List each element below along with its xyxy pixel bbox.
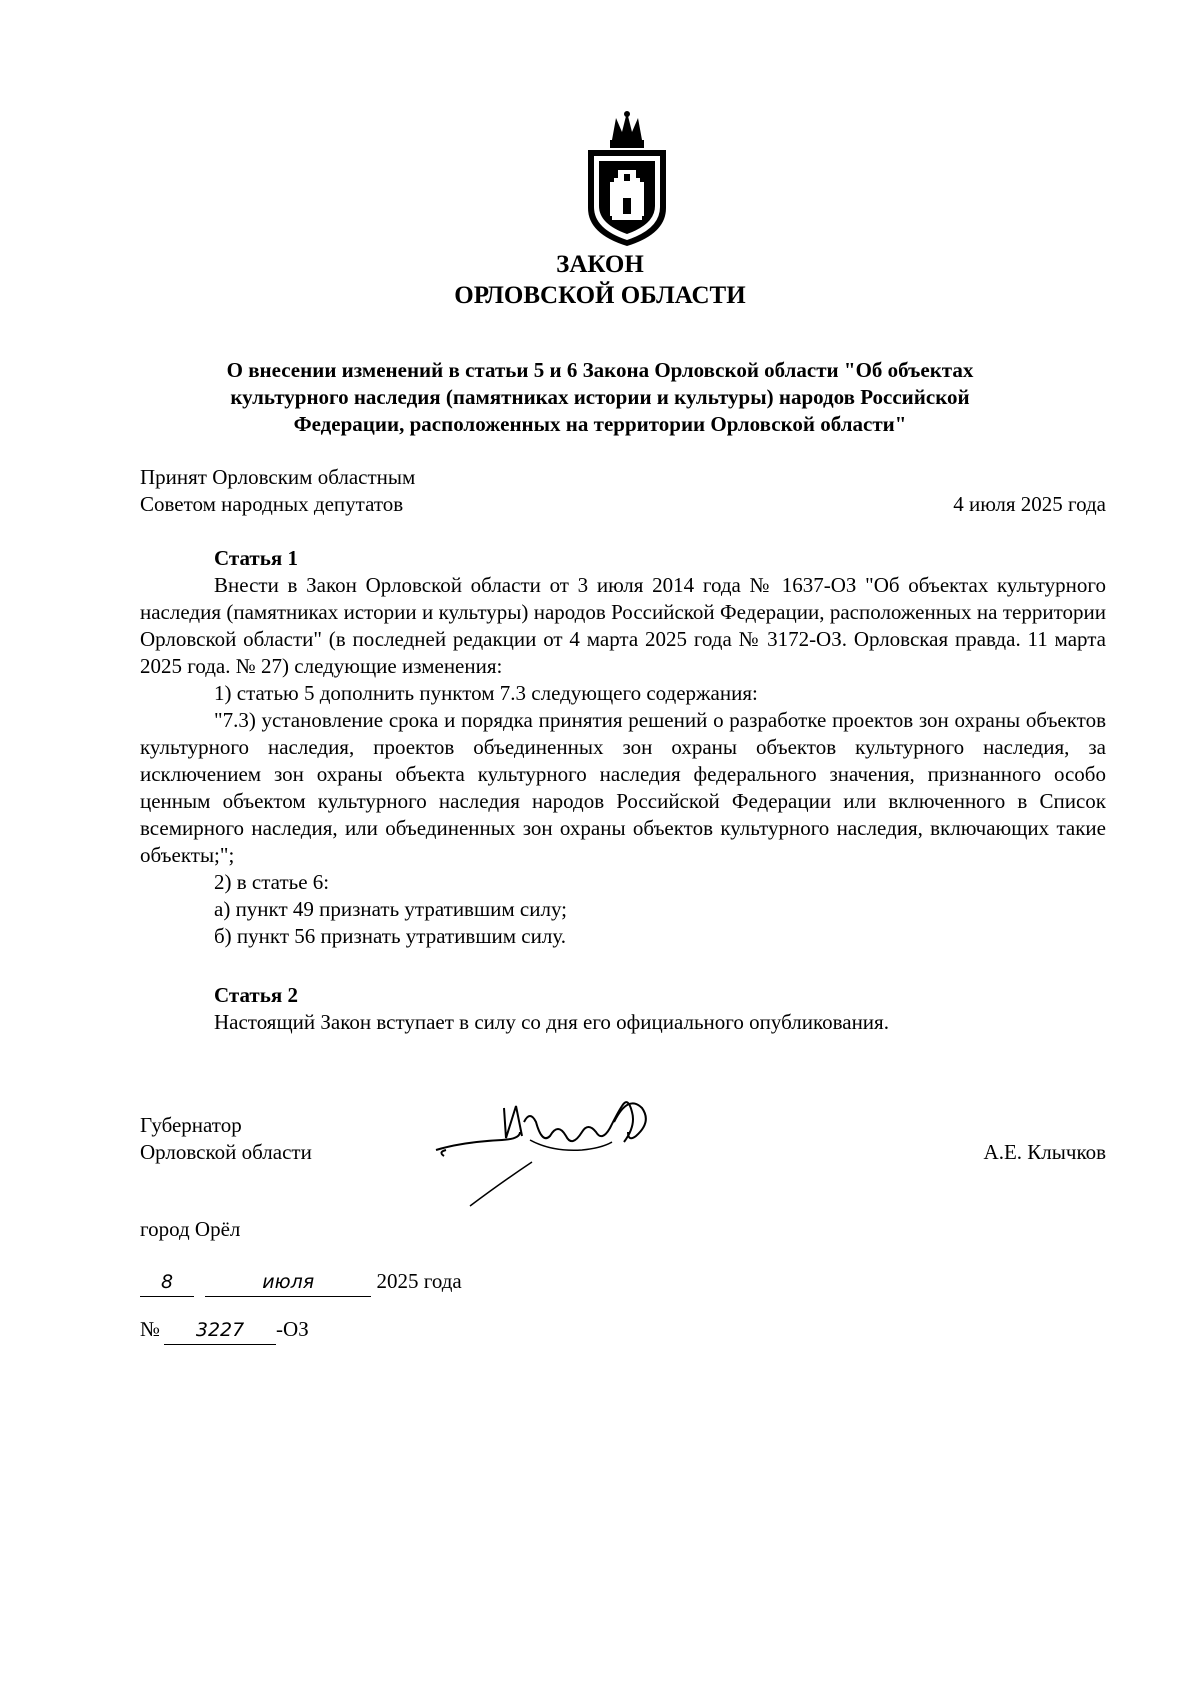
governor-title [140,1112,312,1166]
adoption-line: Принят Орловским областным [140,465,416,489]
adoption-line: Советом народных депутатов [140,492,404,516]
article-1 [140,545,1106,950]
governor-title-line: Губернатор [140,1113,242,1137]
signing-day: 8 [140,1269,194,1297]
law-number-suffix: -ОЗ [276,1317,309,1341]
article-paragraph: б) пункт 56 признать утратившим силу. [214,924,566,948]
document-title-region: ОРЛОВСКОЙ ОБЛАСТИ [454,282,746,309]
article-paragraph: 1) статью 5 дополнить пунктом 7.3 следующего содержания: [214,681,758,705]
adoption-info [140,464,415,518]
coat-of-arms-emblem [574,110,680,248]
subtitle-line: Федерации, расположенных на территории Орловской области" [293,412,907,436]
signing-month: июля [205,1269,371,1297]
document-subtitle [150,357,1050,438]
article-heading: Статья 2 [214,983,298,1007]
article-paragraph: "7.3) установление срока и порядка принятия решений о разработке проектов зон охраны объектов культурного наследия, проектов объединенных зон охраны объектов культурного наследия, за исключением зон охраны объекта культурного наследия федерального значения, признанного особо ценным объектом культурного наследия народов Российской Федерации или включенного в Список всемирного наследия, или объединенных зон охраны объектов культурного наследия, включающих такие объекты;"; [140,708,1106,867]
article-paragraph: Внести в Закон Орловской области от 3 июля 2014 года № 1637-ОЗ "Об объектах культурного наследия (памятниках истории и культуры) народов Российской Федерации, расположенных на территории Орловской области" (в последней редакции от 4 марта 2025 года № 3172-ОЗ. Орловская правда. 11 марта 2025 года. № 27) следующие изменения: [140,573,1106,678]
article-paragraph: Настоящий Закон вступает в силу со дня его официального опубликования. [214,1010,889,1034]
city-name: город Орёл [140,1217,241,1241]
signing-date [140,1268,462,1297]
adoption-date: 4 июля 2025 года [953,492,1106,516]
subtitle-line: О внесении изменений в статьи 5 и 6 Закона Орловской области "Об объектах [226,358,974,382]
governor-title-line: Орловской области [140,1140,312,1164]
law-number [140,1316,309,1345]
article-heading: Статья 1 [214,546,298,570]
law-number-value: 3227 [164,1317,276,1345]
handwritten-signature [432,1092,672,1210]
law-number-prefix: № [140,1317,161,1341]
article-2 [140,982,1106,1036]
article-paragraph: 2) в статье 6: [214,870,330,894]
subtitle-line: культурного наследия (памятниках истории и культуры) народов Российской [230,385,970,409]
document-title: ЗАКОН [556,251,644,278]
article-paragraph: а) пункт 49 признать утратившим силу; [214,897,568,921]
governor-name: А.Е. Клычков [983,1140,1106,1164]
signing-year: 2025 года [376,1269,462,1293]
